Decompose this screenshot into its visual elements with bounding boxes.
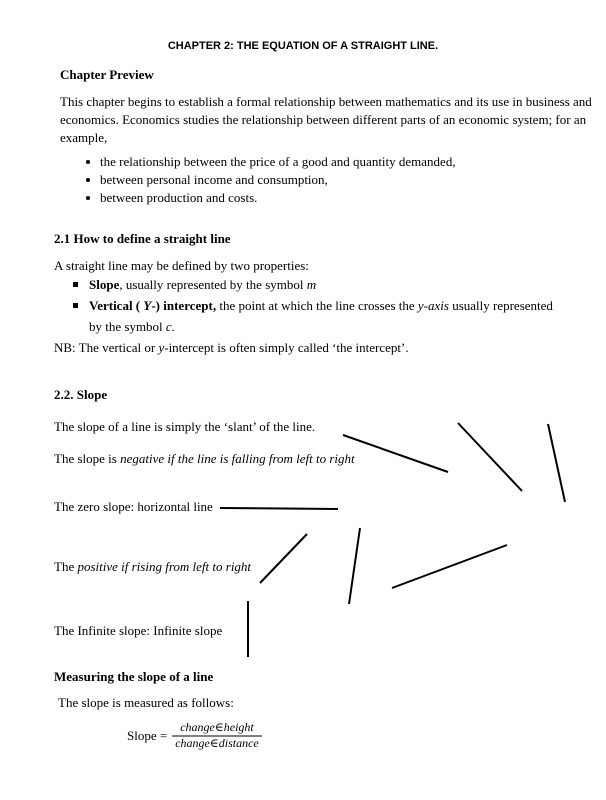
- intercept-symbol-text: by the symbol: [89, 319, 166, 334]
- intercept-text: the point at which the line crosses the: [216, 298, 418, 313]
- nb-text-a: NB: The vertical or: [54, 340, 159, 355]
- nb-y: y: [158, 340, 165, 355]
- nb-text-b: -intercept is often simply called ‘the intercept’.: [164, 340, 409, 355]
- measuring-intro: The slope is measured as follows:: [58, 695, 234, 710]
- preview-bullet-1: the relationship between the price of a good and quantity demanded,: [100, 154, 456, 169]
- section-2-1-intro: A straight line may be defined by two properties:: [54, 258, 309, 273]
- intercept-term-b: -) intercept,: [151, 298, 217, 313]
- intercept-symbol: c.: [165, 319, 175, 334]
- positive-slope-prefix: The: [54, 559, 78, 574]
- negative-slope-prefix: The slope is: [54, 451, 121, 466]
- intercept-term-y: Y: [143, 298, 152, 313]
- chapter-title: CHAPTER 2: THE EQUATION OF A STRAIGHT LINE.: [167, 40, 439, 52]
- intercept-term-a: Vertical (: [89, 298, 144, 313]
- preview-paragraph-line-3: example,: [60, 130, 108, 145]
- positive-slope-line-steep: [349, 528, 360, 604]
- y-axis-term: y-axis: [417, 298, 449, 313]
- preview-paragraph-line-1: This chapter begins to establish a formal relationship between mathematics and its use in business and: [60, 94, 592, 109]
- preview-bullet-3: between production and costs.: [100, 190, 258, 205]
- slope-text: , usually represented by the symbol: [119, 277, 307, 292]
- zero-slope-line: [220, 508, 338, 509]
- preview-paragraph-line-2: economics. Economics studies the relationship between different parts of an economic system; for an: [60, 112, 587, 127]
- infinite-slope-text: The Infinite slope: Infinite slope: [54, 623, 223, 638]
- zero-slope-text: The zero slope: horizontal line: [54, 499, 213, 514]
- formula-denominator: change∈distance: [175, 736, 259, 750]
- positive-slope-line-medium: [260, 534, 307, 583]
- section-2-1-heading: 2.1 How to define a straight line: [54, 231, 231, 246]
- intercept-text-2: usually represented: [448, 298, 553, 313]
- positive-slope-line-shallow: [392, 545, 507, 588]
- negative-slope-line-medium: [458, 423, 522, 491]
- measuring-heading: Measuring the slope of a line: [54, 669, 214, 684]
- negative-slope-line-shallow: [343, 435, 448, 472]
- section-2-2-heading: 2.2. Slope: [54, 387, 108, 402]
- positive-slope-desc: positive if rising from left to right: [77, 559, 252, 574]
- negative-slope-line-steep: [548, 424, 565, 502]
- slope-slant-text: The slope of a line is simply the ‘slant’ of the line.: [54, 419, 316, 434]
- chapter-preview-heading: Chapter Preview: [60, 67, 154, 82]
- formula-numerator: change∈height: [180, 720, 254, 734]
- slope-symbol: m: [306, 277, 317, 292]
- negative-slope-desc: negative if the line is falling from left to right: [120, 451, 355, 466]
- preview-bullet-2: between personal income and consumption,: [100, 172, 328, 187]
- slope-term: Slope: [89, 277, 120, 292]
- slope-formula-lhs: Slope =: [127, 728, 168, 743]
